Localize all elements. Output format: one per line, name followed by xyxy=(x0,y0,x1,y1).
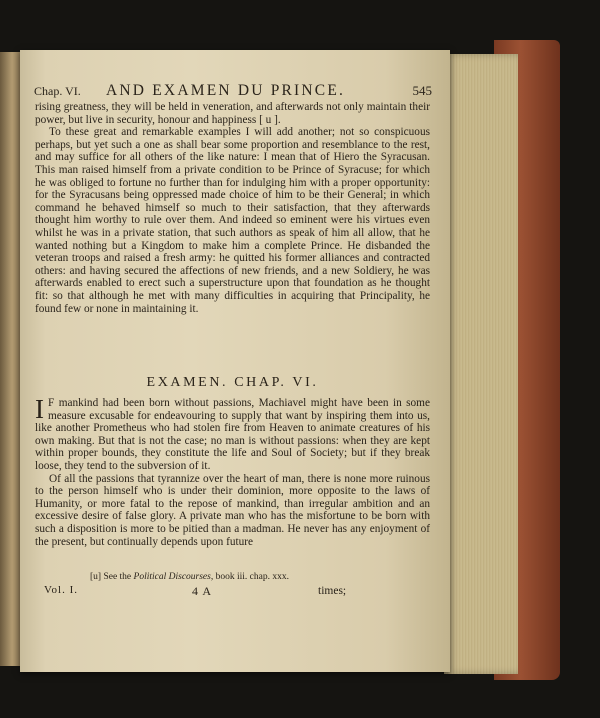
paragraph xyxy=(35,394,430,473)
catchword: times; xyxy=(318,585,347,597)
header-title: AND EXAMEN DU PRINCE. xyxy=(106,82,346,99)
page-edges xyxy=(444,54,518,674)
paragraph: Of all the passions that tyrannize over the heart of man, there is none more ruinous to the person himself who is under their dominion, more opposite to the laws of Humanity, or more fatal to the repose of mankind, than irregular ambition and an excessive desire of false glory. A private man who has the misfortune to be born with such a disposition is more to be pitied than a madman. He never has any enjoyment of the present, but continually depends upon future xyxy=(35,472,430,548)
body-text xyxy=(35,101,430,315)
header-chapter: Chap. VI. xyxy=(34,84,81,98)
page-number: 545 xyxy=(412,83,432,98)
paragraph: rising greatness, they will be held in veneration, and afterwards not only maintain their power, but live in security, honour and happiness [ u ]. xyxy=(35,101,430,126)
drop-cap: I xyxy=(35,394,44,424)
paragraph: To these great and remarkable examples I will add another; not so conspicuous perhaps, but yet such a one as shall bear some proportion and resemblance to the rest, and may suffice for all others of the like nature: I mean that of Hiero the Syracusan. This man raised himself from a private condition to be Prince of Syracuse; for which he was obliged to fortune no further than for indulging him with a proper opportunity: for the Syracusans being oppressed made choice of him to be their General; in which command he behaved himself so much to their satisfaction, that they afterwards thought him worthy to rule over them. And indeed so eminent were his virtues even whilst he was in a private station, that such authors as speak of him all allow, that he wanted nothing but a Kingdom to make him a complete Prince. He disbanded the veteran troops and raised a fresh army: he quitted his former alliances and contracted others: and having secured the affections of new friends, and a new Soldiery, he was afterwards enabled to erect such a superstructure upon that foundation as he thought fit: so that although he met with many difficulties in acquiring that Principality, he found few or none in maintaining it. xyxy=(35,126,430,315)
previous-page-edge xyxy=(0,52,20,666)
footnote xyxy=(90,572,390,582)
footnote-prefix: [u] See the xyxy=(90,572,132,582)
footnote-suffix: book iii. chap. xxx. xyxy=(215,572,289,582)
volume-signature: Vol. I. xyxy=(44,584,78,596)
section-heading: EXAMEN. CHAP. VI. xyxy=(146,375,319,390)
footnote-work: Political Discourses, xyxy=(133,572,214,582)
section-text xyxy=(35,394,430,548)
signature-mark: 4 A xyxy=(192,584,213,598)
paragraph-text: F mankind had been born without passions, Machiavel might have been in some measure excusable for endeavouring to supply that want by inspiring them into us, like another Prometheus who had stolen fire from Heaven to animate creatures of his own making. But that is not the case; no man is without passions: when they are kept within proper bounds, they constitute the life and Soul of Society; but if they break loose, they tend to the subversion of it. xyxy=(35,397,430,472)
